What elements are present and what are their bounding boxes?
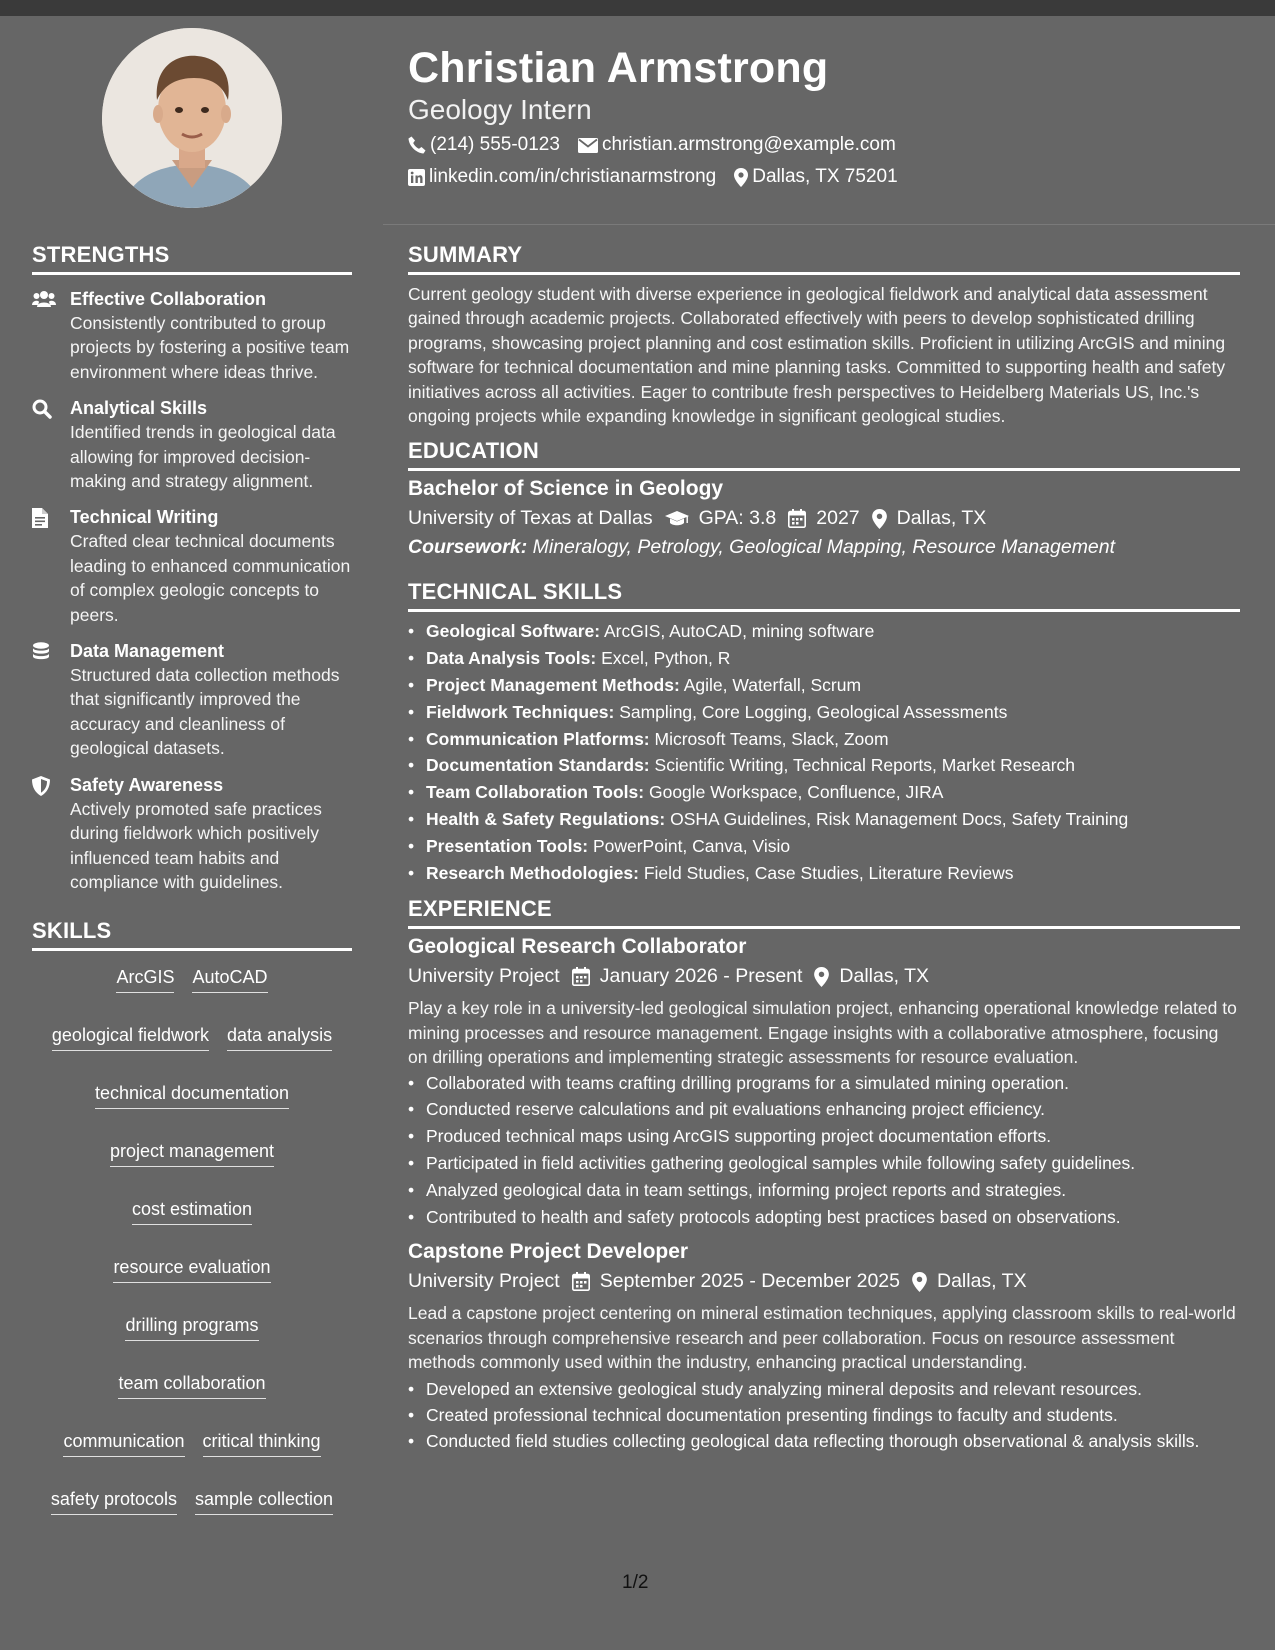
person-name: Christian Armstrong <box>408 44 829 92</box>
skill-tag: cost estimation <box>132 1197 252 1225</box>
strength-desc: Actively promoted safe practices during fieldwork which positively influenced team habits and compliance with guidelines. <box>70 798 322 892</box>
technical-skill-label: Documentation Standards: <box>426 755 650 776</box>
skill-tag: drilling programs <box>125 1313 258 1341</box>
location-text: Dallas, TX 75201 <box>752 166 898 187</box>
job-bullet: • Conducted field studies collecting geological data reflecting thorough observational & analysis skills. <box>408 1429 1240 1453</box>
technical-skills-heading: TECHNICAL SKILLS <box>408 579 1240 612</box>
linkedin-text: linkedin.com/in/christianarmstrong <box>429 166 717 187</box>
skill-tag: project management <box>110 1139 274 1167</box>
education-location: Dallas, TX <box>896 507 987 530</box>
phone-icon <box>408 136 426 154</box>
page-number: 1/2 <box>622 1572 649 1593</box>
strength-item <box>32 773 352 895</box>
skill-tag: resource evaluation <box>113 1255 270 1283</box>
search-icon <box>32 399 52 419</box>
strength-item <box>32 287 352 384</box>
document-icon <box>32 508 48 528</box>
technical-skill-value: Google Workspace, Confluence, JIRA <box>648 782 944 803</box>
job-location: Dallas, TX <box>936 1270 1027 1293</box>
top-bar <box>0 0 1275 16</box>
technical-skill-item <box>408 672 1240 699</box>
job-bullet: • Conducted reserve calculations and pit evaluations enhancing project efficiency. <box>408 1096 1240 1123</box>
technical-skill-value: Sampling, Core Logging, Geological Assessments <box>619 701 1008 722</box>
technical-skills-list <box>408 618 1240 886</box>
job-bullets <box>408 1070 1240 1231</box>
skill-tag: team collaboration <box>118 1371 265 1399</box>
graduation-year: 2027 <box>816 507 860 530</box>
job-meta <box>408 1270 1240 1293</box>
technical-skill-value: Scientific Writing, Technical Reports, Market Research <box>654 755 1076 776</box>
technical-skill-label: Project Management Methods: <box>426 675 680 696</box>
strength-title: Effective Collaboration <box>70 289 267 309</box>
phone-text: (214) 555-0123 <box>430 134 560 155</box>
users-icon <box>32 290 56 308</box>
technical-skill-label: Geological Software: <box>426 621 601 642</box>
technical-skill-item <box>408 860 1240 887</box>
skill-tag: ArcGIS <box>116 965 174 993</box>
coursework-label: Coursework: <box>408 536 528 559</box>
job-meta <box>408 965 1240 988</box>
database-icon <box>32 642 50 662</box>
map-pin-icon <box>912 1272 927 1292</box>
skill-tag: communication <box>63 1429 184 1457</box>
skill-tag: geological fieldwork <box>52 1023 209 1051</box>
summary-heading: SUMMARY <box>408 242 1240 275</box>
job-role: Geology Intern <box>408 94 592 125</box>
map-pin-icon <box>872 509 887 529</box>
job-org: University Project <box>408 1270 560 1293</box>
job-bullet: • Participated in field activities gathering geological samples while following safety guidelines. <box>408 1150 1240 1177</box>
technical-skill-item <box>408 618 1240 645</box>
skill-tag: safety protocols <box>51 1487 177 1515</box>
calendar-icon <box>788 509 806 528</box>
technical-skill-item <box>408 726 1240 753</box>
contact-row-2 <box>408 166 916 188</box>
strength-title: Safety Awareness <box>70 774 224 795</box>
experience-item <box>408 1240 1240 1453</box>
strengths-heading: STRENGTHS <box>32 242 352 275</box>
strength-desc: Identified trends in geological data allowing for improved decision-making and strategy alignment. <box>70 422 336 492</box>
technical-skill-value: Microsoft Teams, Slack, Zoom <box>654 728 889 749</box>
technical-skill-item <box>408 752 1240 779</box>
technical-skill-item <box>408 699 1240 726</box>
summary-text: Current geology student with diverse experience in geological fieldwork and analytical data assessment gained through academic projects. Collaborated effectively with peers to develop sophisticated drilling programs, showcasing project planning and cost estimation skills. Proficient in utilizing ArcGIS and mining software for technical documentation and mine planning tasks. Committed to supporting health and safety initiatives across all activities. Eager to contribute fresh perspectives to Heidelberg Materials US, Inc.'s ongoing projects while expanding knowledge in significant geological studies. <box>408 284 1226 427</box>
job-bullet: • Collaborated with teams crafting drilling programs for a simulated mining operation. <box>408 1070 1240 1097</box>
technical-skill-value: PowerPoint, Canva, Visio <box>592 835 791 856</box>
job-dates: September 2025 - December 2025 <box>599 1270 900 1293</box>
technical-skill-label: Health & Safety Regulations: <box>426 809 666 830</box>
job-bullet: • Created professional technical documentation presenting findings to faculty and students. <box>408 1403 1240 1427</box>
technical-skill-value: ArcGIS, AutoCAD, mining software <box>603 621 875 642</box>
experience-list <box>408 935 1240 1453</box>
technical-skill-item <box>408 645 1240 672</box>
education-heading: EDUCATION <box>408 438 1240 471</box>
strength-desc: Structured data collection methods that significantly improved the accuracy and cleanliness of geological datasets. <box>70 665 340 759</box>
technical-skill-item <box>408 806 1240 833</box>
map-pin-icon <box>734 168 748 187</box>
job-title: Capstone Project Developer <box>408 1240 689 1264</box>
job-description: Play a key role in a university-led geological simulation project, enhancing operational knowledge related to mining processes and resource management. Engage insights with a collaborative atmosphere, focusing on drilling operations and implementing strategic assessments for resource evaluation. <box>408 998 1237 1068</box>
calendar-icon <box>572 967 590 986</box>
degree-title: Bachelor of Science in Geology <box>408 477 724 501</box>
technical-skill-label: Data Analysis Tools: <box>426 648 597 669</box>
school-name: University of Texas at Dallas <box>408 507 653 530</box>
technical-skill-value: Agile, Waterfall, Scrum <box>683 675 862 696</box>
job-bullet: • Analyzed geological data in team settings, informing project reports and strategies. <box>408 1177 1240 1204</box>
strength-desc: Crafted clear technical documents leading to enhanced communication of complex geologic concepts to peers. <box>70 531 351 625</box>
strength-item <box>32 505 352 627</box>
envelope-icon <box>578 138 598 153</box>
job-bullet: • Developed an extensive geological study analyzing mineral deposits and relevant resources. <box>408 1377 1240 1401</box>
job-bullets <box>408 1377 1240 1454</box>
skills-list <box>32 965 352 1515</box>
portrait-image <box>102 28 282 208</box>
experience-heading: EXPERIENCE <box>408 896 1240 929</box>
linkedin-icon <box>408 169 425 186</box>
skill-tag: AutoCAD <box>192 965 267 993</box>
email-text: christian.armstrong@example.com <box>601 134 896 155</box>
job-dates: January 2026 - Present <box>599 965 803 988</box>
coursework-text: Mineralogy, Petrology, Geological Mapping, Resource Management <box>532 536 1116 559</box>
header-divider <box>383 224 1275 225</box>
strength-title: Technical Writing <box>70 507 219 528</box>
technical-skill-value: OSHA Guidelines, Risk Management Docs, Safety Training <box>670 809 1129 830</box>
gpa-text: GPA: 3.8 <box>698 507 777 530</box>
job-org: University Project <box>408 965 560 988</box>
technical-skill-item <box>408 779 1240 806</box>
avatar <box>102 28 282 208</box>
experience-item <box>408 935 1240 1230</box>
technical-skill-value: Field Studies, Case Studies, Literature Reviews <box>643 862 1014 883</box>
skill-tag: technical documentation <box>95 1081 289 1109</box>
job-title: Geological Research Collaborator <box>408 935 747 959</box>
skill-tag: sample collection <box>195 1487 333 1515</box>
skills-heading: SKILLS <box>32 918 352 951</box>
calendar-icon <box>572 1272 590 1291</box>
strength-title: Data Management <box>70 641 225 662</box>
map-pin-icon <box>814 967 829 987</box>
strength-item <box>32 639 352 761</box>
job-bullet: • Contributed to health and safety protocols adopting best practices based on observations. <box>408 1204 1240 1231</box>
strength-desc: Consistently contributed to group projects by fostering a positive team environment where ideas thrive. <box>70 313 350 382</box>
job-bullet: • Produced technical maps using ArcGIS supporting project documentation efforts. <box>408 1123 1240 1150</box>
technical-skill-value: Excel, Python, R <box>601 648 731 669</box>
technical-skill-label: Team Collaboration Tools: <box>426 782 645 803</box>
job-location: Dallas, TX <box>839 965 930 988</box>
technical-skill-label: Communication Platforms: <box>426 728 650 749</box>
strength-item <box>32 396 352 493</box>
contact-row-1 <box>408 134 914 156</box>
job-description: Lead a capstone project centering on mineral estimation techniques, applying classroom skills to real-world scenarios through comprehensive research and peer collaboration. Focus on resource assessment methods commonly used within the industry, enhancing practical understanding. <box>408 1303 1236 1373</box>
skill-tag: data analysis <box>227 1023 332 1051</box>
technical-skill-label: Presentation Tools: <box>426 835 589 856</box>
technical-skill-label: Research Methodologies: <box>426 862 639 883</box>
graduation-cap-icon <box>665 511 689 527</box>
skill-tag: critical thinking <box>203 1429 321 1457</box>
coursework <box>408 536 1240 559</box>
shield-icon <box>32 776 50 796</box>
strength-title: Analytical Skills <box>70 398 208 419</box>
technical-skill-item <box>408 833 1240 860</box>
education-meta <box>408 507 1240 530</box>
technical-skill-label: Fieldwork Techniques: <box>426 701 615 722</box>
